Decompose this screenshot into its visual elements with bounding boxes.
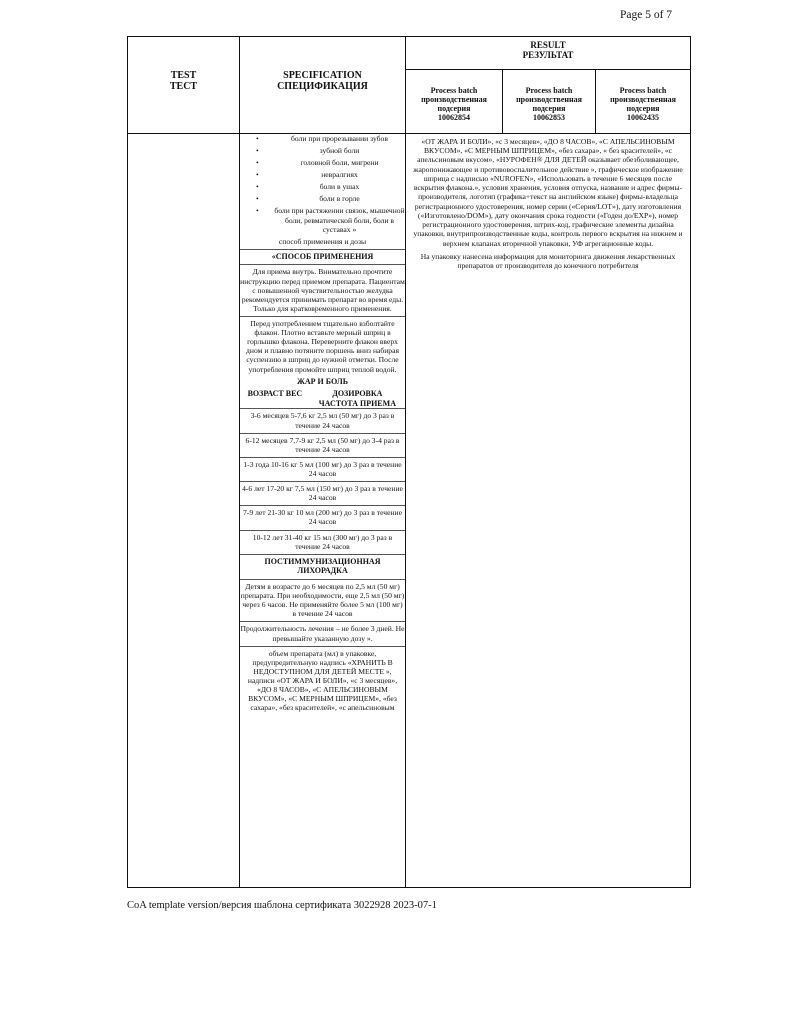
result-header (406, 37, 691, 70)
col-dose: ДОЗИРОВКА ЧАСТОТА ПРИЕМА (318, 389, 396, 408)
batch-label: Process batch (525, 85, 573, 95)
template-version-footer: CoA template version/версия шаблона сертификата 3022928 2023-07-1 (127, 900, 437, 911)
batch-label: подсерия (532, 104, 566, 114)
batch-label: производственная (516, 95, 582, 105)
post-immunization-heading: ПОСТИММУНИЗАЦИОННАЯ ЛИХОРАДКА (240, 554, 405, 576)
spec-bullet: • невралгиях (256, 170, 358, 180)
test-header-en: TEST (170, 70, 197, 81)
spec-cell (240, 133, 406, 887)
batch-label: подсерия (437, 104, 471, 114)
dose-row: 1-3 года 10-16 кг 5 мл (100 мг) до 3 раз в течение 24 часов (240, 457, 405, 478)
spec-bullet: • зубной боли (256, 145, 360, 155)
batch-number: 10062435 (627, 113, 659, 123)
method-para-2: Перед употреблением тщательно взболтайте флакон. Плотно вставьте мерный шприц в горлышко флакона. Переверните флакон вверх дном и плавно потяните поршень вниз набирая суспензию в шприц до нужной отметки. После употребления промойте шприц теплой водой. (240, 316, 405, 374)
spec-header-ru: СПЕЦИФИКАЦИЯ (277, 80, 368, 92)
result-cell (406, 133, 691, 887)
batch-label: производственная (610, 95, 676, 105)
result-para-2: На упаковку нанесена информация для мониторинга движения лекарственных препаратов от производителя до конечного потребителя (420, 251, 676, 271)
method-heading: «СПОСОБ ПРИМЕНЕНИЯ (240, 249, 405, 262)
dose-row: 7-9 лет 21-30 кг 10 мл (200 мг) до 3 раз в течение 24 часов (240, 505, 405, 526)
spec-bullet: • головной боли, мигрени (256, 158, 379, 167)
spec-bullet: • боли в ушах (256, 182, 360, 192)
spec-bullet: • боли при растяжении связок, мышечной боли, ревматической боли, боли в суставах » (256, 206, 405, 234)
spec-header (240, 37, 406, 134)
result-header-ru: РЕЗУЛЬТАТ (522, 49, 574, 60)
fever-heading: ЖАР И БОЛЬ (296, 376, 349, 386)
page-number: Page 5 of 7 (620, 9, 673, 21)
dose-row: 4-6 лет 17-20 кг 7,5 мл (150 мг) до 3 раз в течение 24 часов (240, 481, 405, 502)
duration-text: Продолжительность лечения – не более 3 дней. Не превышайте указанную дозу ». (240, 621, 405, 642)
spec-bullet: • боли в горле (256, 194, 360, 204)
dose-row: 6-12 месяцев 7,7-9 кг 2,5 мл (50 мг) до 3-4 раз в течение 24 часов (240, 433, 405, 454)
test-header (128, 37, 240, 134)
method-para-1: Для приема внутрь. Внимательно прочтите инструкцию перед приемом препарата. Пациентам с повышенной чувствительностью желудка рекомендуется принимать препарат во время еды. Только для кратковременного применения. (240, 264, 405, 313)
col-age: ВОЗРАСТ ВЕС (247, 389, 303, 399)
batch-header-1 (406, 69, 503, 133)
dose-columns (240, 389, 405, 408)
spec-bullet: • боли при прорезывании зубов (256, 133, 388, 143)
test-header-ru: ТЕСТ (169, 80, 198, 92)
batch-label: Process batch (430, 85, 478, 95)
certificate-table (127, 36, 691, 888)
dose-row: 10-12 лет 31-40 кг 15 мл (300 мг) до 3 раз в течение 24 часов (240, 530, 405, 551)
dose-row: 3-6 месяцев 5-7,6 кг 2,5 мл (50 мг) до 3 раз в течение 24 часов (240, 408, 405, 429)
batch-number: 10062854 (438, 113, 470, 123)
spec-header-en: SPECIFICATION (283, 70, 362, 81)
post-immunization-text: Детям в возрасте до 6 месяцев по 2,5 мл (50 мг) препарата. При необходимости, еще 2,5 мл (50 мг) через 6 часов. Не применяйте более 5 мл (100 мг) в течение 24 часов (240, 579, 405, 618)
batch-header-3 (596, 69, 691, 133)
batch-header-2 (503, 69, 596, 133)
batch-label: Process batch (619, 85, 667, 95)
volume-text: объем препарата (мл) в упаковке, предупредительную надпись «ХРАНИТЬ В НЕДОСТУПНОМ ДЛЯ ДЕТЕЙ МЕСТЕ », надписи «ОТ ЖАРА И БОЛИ», «с 3 месяцев», «ДО 8 ЧАСОВ», «С АПЕЛЬСИНОВЫМ ВКУСОМ», «С МЕРНЫМ ШПРИЦЕМ», «без сахара», «без красителей», «с апельсиновым (240, 646, 405, 713)
method-line: способ применения и дозы (278, 236, 367, 246)
batch-label: подсерия (626, 104, 660, 114)
test-cell (128, 133, 240, 887)
batch-label: производственная (421, 95, 487, 105)
result-para-1: «ОТ ЖАРА И БОЛИ», «с 3 месяцев», «ДО 8 ЧАСОВ», «С АПЕЛЬСИНОВЫМ ВКУСОМ», «С МЕРНЫМ ШПРИЦЕМ», «без сахара», « без красителей», «с апельсиновым вкусом», «НУРОФЕН® ДЛЯ ДЕТЕЙ оказывает обезболивающее, жаропонижающее и противовоспалительное действие », графическое изображение шприца с надписью «NUROFEN», «Использовать в течение 6 месяцев после вскрытия флакона.», условия хранения, условия отпуска, название и адрес фирмы-производителя, логотип (графика+текст на английском языке) фирмы-владельца регистрационного удостоверения, номер серии («Серия/LOT»), дату изготовления («Изготовлено/DOM»), дату окончания срока годности («Годен до/EXP»), номер регистрационного удостоверения, штрих-код, графические элементы дизайна упаковки, внутрипроизводственные коды, контроль первого вскрытия на нижнем и верхнем клапанах вторичной упаковки, УФ агрегационные коды. (413, 136, 683, 248)
result-header-en: RESULT (530, 40, 566, 50)
batch-number: 10062853 (533, 113, 565, 123)
